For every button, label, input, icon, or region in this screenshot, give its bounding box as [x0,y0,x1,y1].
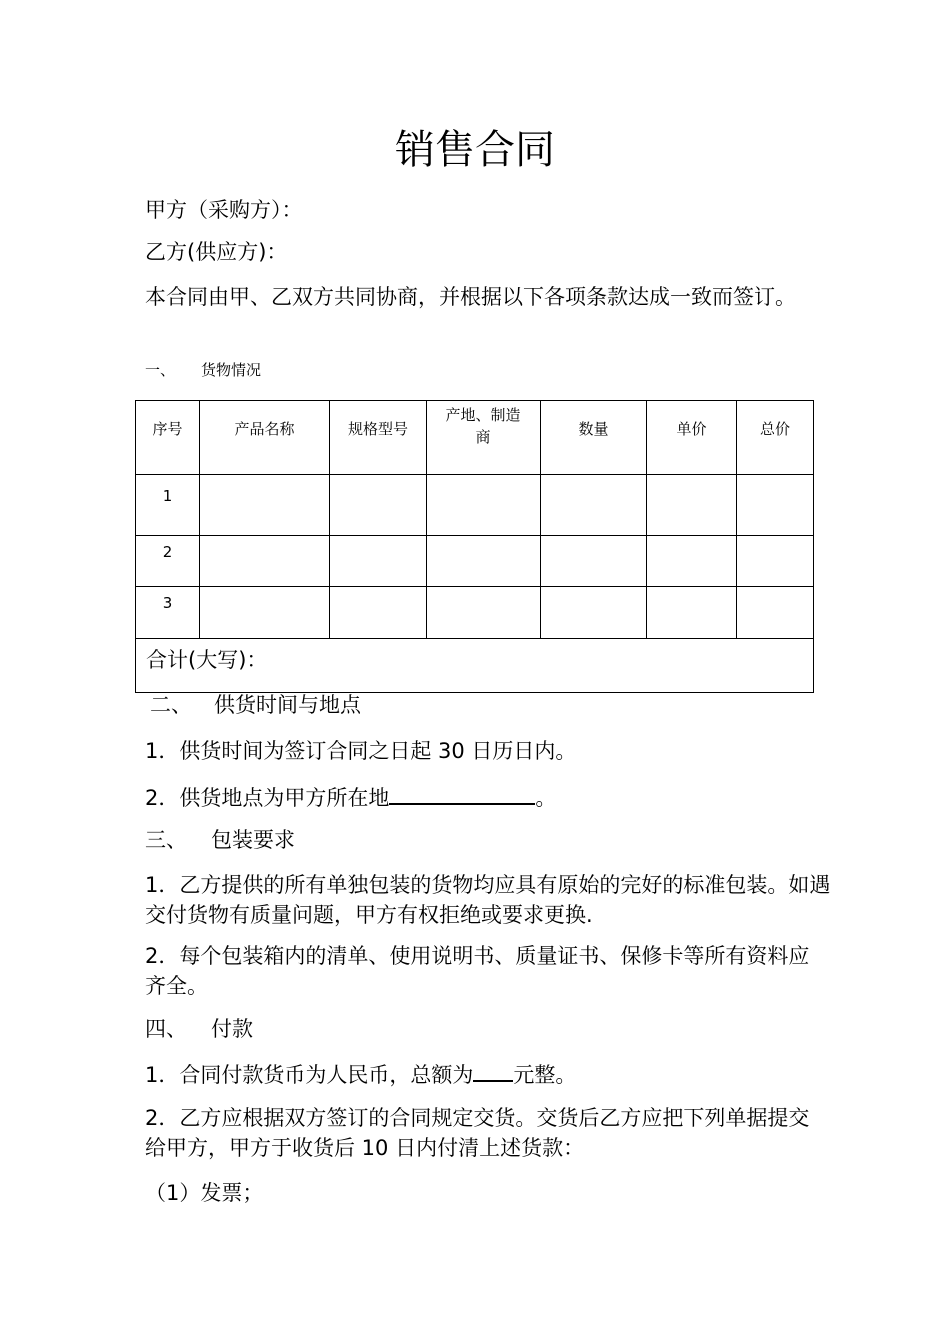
contract-title: 销售合同 [395,127,555,173]
goods-table [135,400,814,693]
section2-heading [150,690,361,720]
section2-item2-text: 2．供货地点为甲方所在地 [145,786,390,810]
header-spec-model: 规格型号 [347,420,408,438]
section3-item1: 1．乙方提供的所有单独包装的货物均应具有原始的完好的标准包装。如遇交付货物有质量问题，甲方有权拒绝或要求更换. [145,873,831,927]
section4-item1 [145,1058,576,1090]
header-quantity: 数量 [578,420,609,438]
section4-heading [145,1014,253,1044]
section4-item3: （1）发票； [145,1181,264,1205]
total-amount-blank[interactable] [473,1058,513,1082]
delivery-location-blank[interactable] [389,781,535,805]
intro-paragraph: 本合同由甲、乙双方共同协商，并根据以下各项条款达成一致而签订。 [145,285,796,309]
section3-item2: 2．每个包装箱内的清单、使用说明书、质量证书、保修卡等所有资料应齐全。 [145,944,810,998]
header-index: 序号 [152,420,183,438]
row-index-1: 1 [162,487,173,505]
section1-heading [145,360,261,380]
section2-title: 供货时间与地点 [214,693,361,717]
section1-number: 一、 [145,361,176,379]
section3-title: 包装要求 [211,828,295,852]
row-index-2: 2 [162,543,173,561]
header-origin-manufacturer: 产地、制造商 [445,406,521,446]
section2-item2-end: 。 [535,786,557,810]
section4-item2: 2．乙方应根据双方签订的合同规定交货。交货后乙方应把下列单据提交给甲方，甲方于收货后 10 日内付清上述货款： [145,1106,810,1160]
section3-number: 三、 [145,828,187,852]
section2-item1: 1．供货时间为签订合同之日起 30 日历日内。 [145,739,577,763]
header-total-price: 总价 [759,420,790,438]
section4-number: 四、 [145,1017,187,1041]
section4-item1-text: 1．合同付款货币为人民币，总额为 [145,1063,474,1087]
header-unit-price: 单价 [676,420,707,438]
section2-item2 [145,781,556,813]
section1-title: 货物情况 [201,361,262,379]
section2-number: 二、 [150,693,192,717]
total-uppercase-label: 合计(大写)： [146,648,268,672]
row-index-3: 3 [162,594,173,612]
section4-title: 付款 [211,1017,253,1041]
header-product-name: 产品名称 [234,420,295,438]
section3-heading [145,825,295,855]
party-a-label: 甲方（采购方）： [145,198,303,222]
party-b-label: 乙方(供应方)： [145,240,288,264]
section4-item1-end: 元整。 [513,1063,577,1087]
